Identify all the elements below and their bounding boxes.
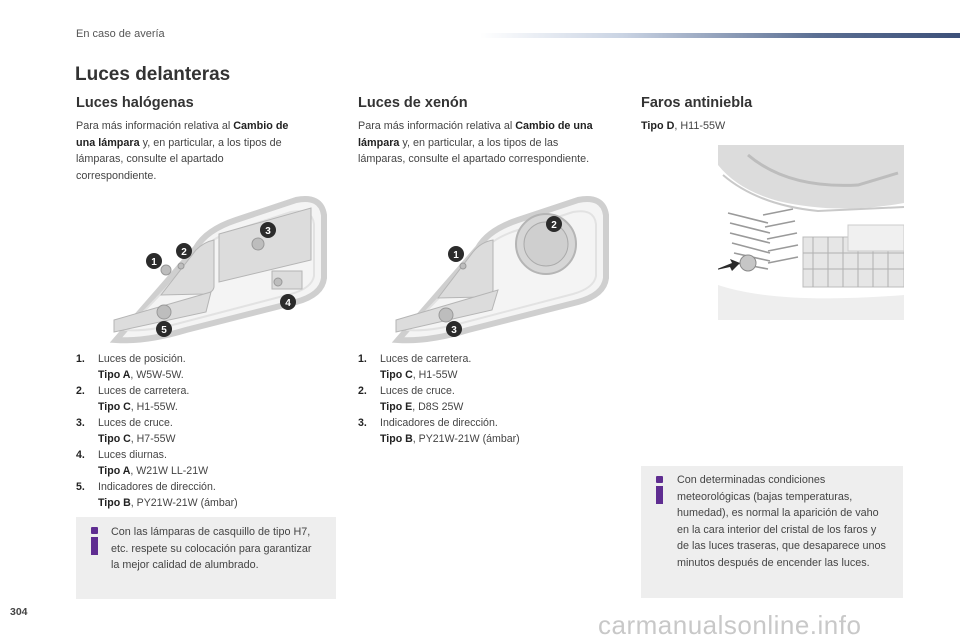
callout-3 bbox=[446, 321, 462, 337]
xenon-intro: Para más información relativa al Cambio de una lámpara y, en particular, a los tipos de las lámparas, consulte el apartado correspondiente. bbox=[358, 120, 593, 165]
list-item: 5. Indicadores de dirección. Tipo B, PY21W-21W (ámbar) bbox=[76, 481, 238, 509]
callout-3 bbox=[260, 222, 276, 238]
info-icon bbox=[86, 527, 104, 555]
callout-1 bbox=[146, 253, 162, 269]
list-item: 3. Indicadores de dirección. Tipo B, PY21W-21W (ámbar) bbox=[358, 417, 520, 445]
list-item: 1. Luces de posición. Tipo A, W5W-5W. bbox=[76, 353, 186, 381]
list-item: 4. Luces diurnas. Tipo A, W21W LL-21W bbox=[76, 449, 209, 477]
page-title: Luces delanteras bbox=[75, 64, 231, 85]
list-item: 3. Luces de cruce. Tipo C, H7-55W bbox=[76, 417, 176, 445]
fog-title: Faros antiniebla bbox=[641, 95, 753, 111]
page-number: 304 bbox=[10, 606, 28, 618]
halogen-intro: Para más información relativa al Cambio de una lámpara y, en particular, a los tipos de lámparas, consulte el apartado correspondiente. bbox=[76, 120, 289, 182]
halogen-headlamp-figure bbox=[86, 190, 336, 350]
xenon-headlamp-figure bbox=[368, 190, 618, 350]
svg-text:3: 3 bbox=[265, 226, 271, 237]
callout-5 bbox=[156, 321, 172, 337]
xenon-title: Luces de xenón bbox=[358, 95, 468, 111]
callout-2 bbox=[546, 216, 562, 232]
svg-text:2: 2 bbox=[551, 220, 557, 231]
callout-1 bbox=[448, 246, 464, 262]
fog-info-box bbox=[641, 466, 903, 598]
xenon-bulb-list bbox=[358, 351, 598, 447]
watermark: carmanualsonline.info bbox=[598, 610, 862, 640]
halogen-info-box bbox=[76, 517, 336, 599]
svg-text:5: 5 bbox=[161, 325, 167, 336]
callout-4 bbox=[280, 294, 296, 310]
fog-info-text: Con determinadas condiciones meteorológicas (bajas temperaturas, humedad), es normal la aparición de vaho en la cara interior del cristal de los faros y de las luces traseras, que desaparece unos minutos después de encender las luces. bbox=[677, 474, 886, 569]
halogen-title: Luces halógenas bbox=[76, 95, 194, 111]
svg-text:1: 1 bbox=[453, 250, 459, 261]
callout-2 bbox=[176, 243, 192, 259]
svg-text:4: 4 bbox=[285, 298, 291, 309]
svg-text:2: 2 bbox=[181, 247, 187, 258]
fog-spec: Tipo D, H11-55W bbox=[641, 120, 726, 132]
halogen-bulb-list bbox=[76, 351, 316, 511]
svg-text:1: 1 bbox=[151, 257, 157, 268]
fog-light-figure bbox=[718, 145, 904, 320]
list-item: 1. Luces de carretera. Tipo C, H1-55W bbox=[358, 353, 472, 381]
halogen-info-text: Con las lámparas de casquillo de tipo H7, etc. respete su colocación para garantizar la mejor calidad de alumbrado. bbox=[111, 526, 312, 571]
section-header: En caso de avería bbox=[76, 28, 165, 40]
list-item: 2. Luces de carretera. Tipo C, H1-55W. bbox=[76, 385, 190, 413]
list-item: 2. Luces de cruce. Tipo E, D8S 25W bbox=[358, 385, 464, 413]
header-bar bbox=[480, 33, 960, 38]
info-icon bbox=[651, 476, 669, 504]
svg-text:3: 3 bbox=[451, 325, 457, 336]
